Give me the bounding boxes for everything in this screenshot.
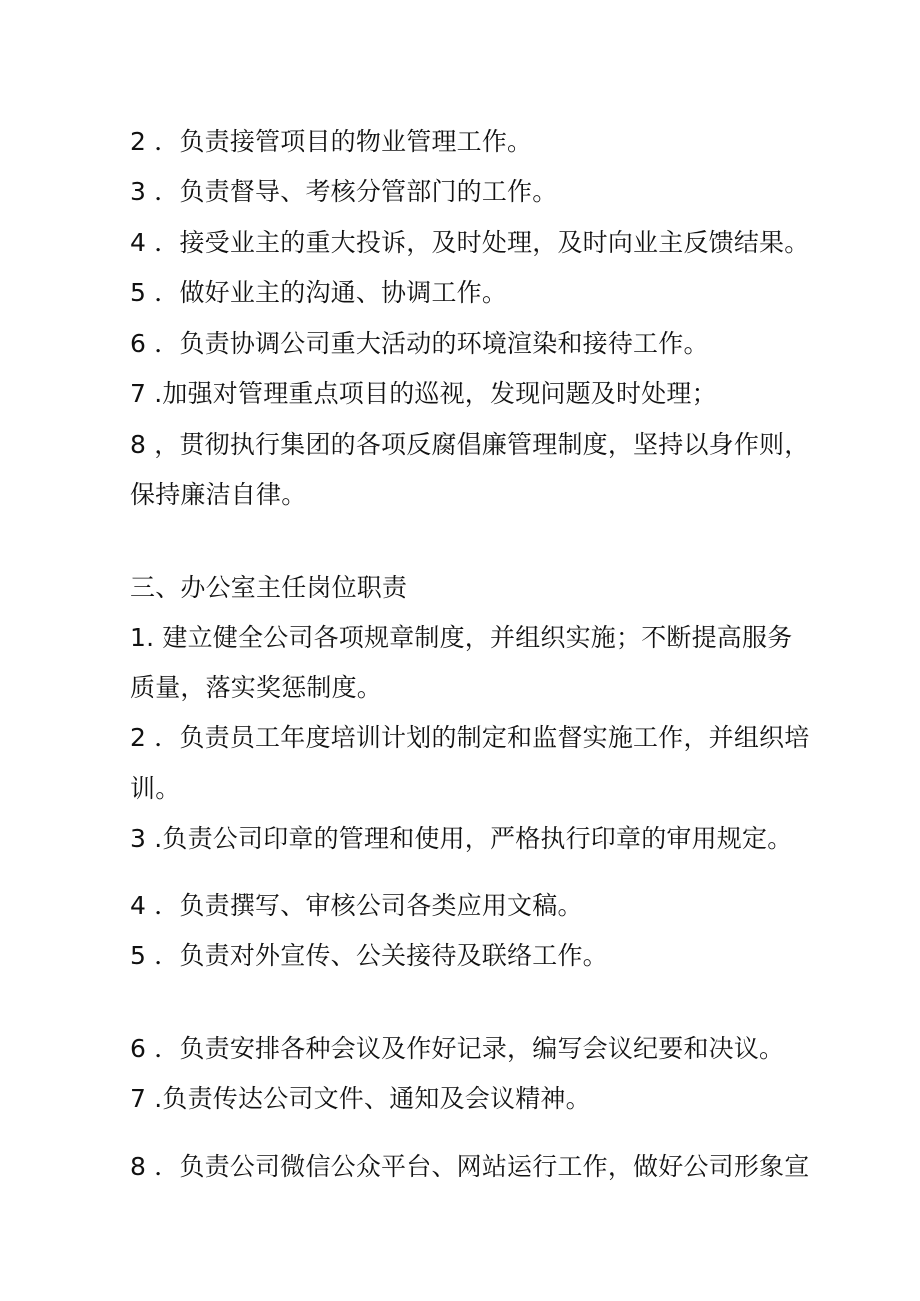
duty-item-4: 4 ．接受业主的重大投诉，及时处理，及时向业主反馈结果。 xyxy=(130,228,810,257)
office-duty-item-1: 1. 建立健全公司各项规章制度，并组织实施；不断提高服务 xyxy=(130,623,793,652)
office-duty-item-6: 6 ．负责安排各种会议及作好记录，编写会议纪要和决议。 xyxy=(130,1034,785,1063)
office-duty-item-1-continued: 质量，落实奖惩制度。 xyxy=(130,673,383,702)
office-duty-item-2-continued: 训。 xyxy=(130,774,181,803)
duty-item-8-continued: 保持廉洁自律。 xyxy=(130,480,307,509)
duty-item-6: 6 ．负责协调公司重大活动的环境渲染和接待工作。 xyxy=(130,329,709,358)
section-heading: 三、办公室主任岗位职责 xyxy=(130,573,408,602)
office-duty-item-3: 3 .负责公司印章的管理和使用，严格执行印章的审用规定。 xyxy=(130,824,793,853)
duty-item-8: 8 ，贯彻执行集团的各项反腐倡廉管理制度，坚持以身作则， xyxy=(130,430,810,459)
duty-item-7: 7 .加强对管理重点项目的巡视，发现问题及时处理； xyxy=(130,379,717,408)
office-duty-item-7: 7 .负责传达公司文件、通知及会议精神。 xyxy=(130,1084,591,1113)
duty-item-3: 3 ．负责督导、考核分管部门的工作。 xyxy=(130,177,558,206)
office-duty-item-5: 5 ．负责对外宣传、公关接待及联络工作。 xyxy=(130,941,608,970)
duty-item-2: 2 ．负责接管项目的物业管理工作。 xyxy=(130,127,533,156)
office-duty-item-8: 8 ．负责公司微信公众平台、网站运行工作，做好公司形象宣 xyxy=(130,1152,810,1181)
office-duty-item-4: 4 ．负责撰写、审核公司各类应用文稿。 xyxy=(130,891,583,920)
duty-item-5: 5 ．做好业主的沟通、协调工作。 xyxy=(130,278,508,307)
office-duty-item-2: 2 ．负责员工年度培训计划的制定和监督实施工作，并组织培 xyxy=(130,723,810,752)
